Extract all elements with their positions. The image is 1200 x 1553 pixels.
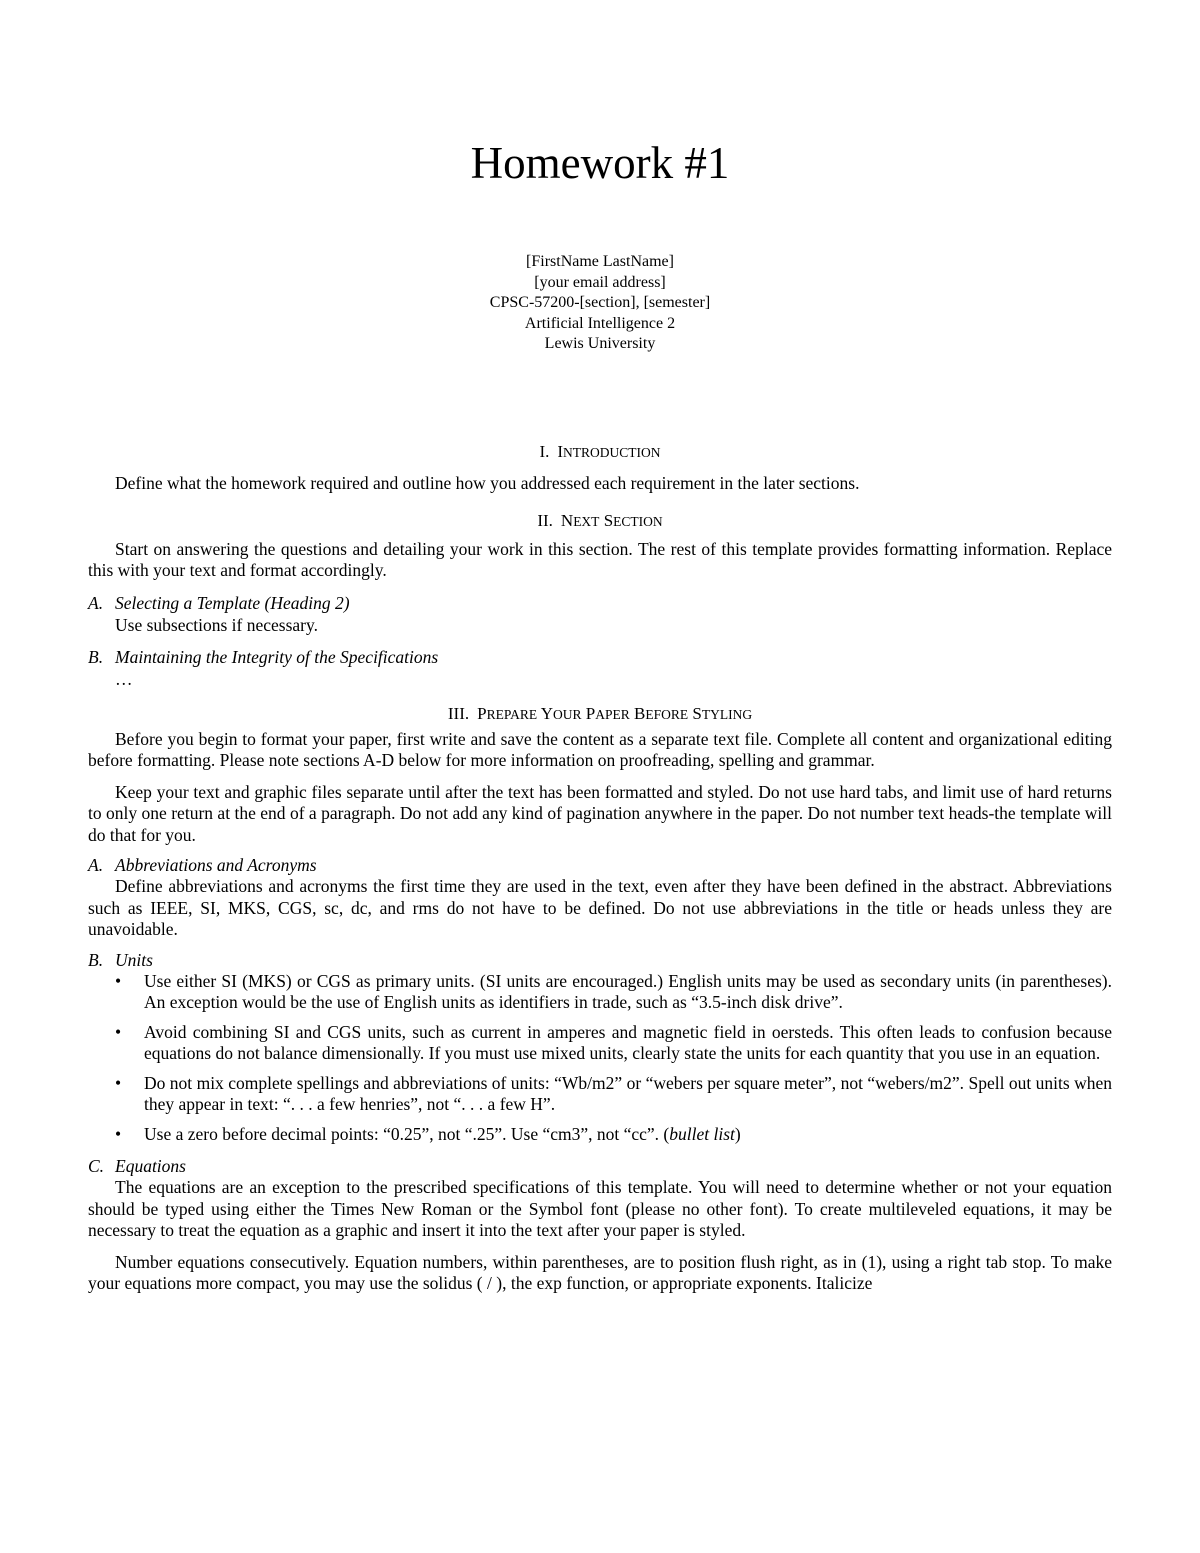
bullet-icon: • xyxy=(115,970,122,991)
course-code: CPSC-57200-[section], [semester] xyxy=(489,294,711,311)
bullet-icon: • xyxy=(115,1072,122,1093)
author-email: [your email address] xyxy=(534,273,666,291)
author-block xyxy=(0,252,1200,355)
bullet-icon: • xyxy=(115,1021,122,1042)
list-item: • Avoid combining SI and CGS units, such as current in amperes and magnetic field in oersteds. This often leads to confusion because equations do not balance dimensionally. If you must use mixed units, clearly state the units for each quantity that you use in an equation. xyxy=(115,1021,1112,1063)
document-title: Homework #1 xyxy=(470,138,730,188)
paragraph: The equations are an exception to the prescribed specifications of this template. You will need to determine whether or not your equation should be typed using either the Times New Roman or the Symbol font (please no other font). To create multileveled equations, it may be necessary to treat the equation as a graphic and insert it into the text after your paper is styled. xyxy=(88,1177,1112,1240)
paragraph: Define what the homework required and outline how you addressed each requirement in the later sections. xyxy=(115,473,860,493)
subsection-heading-selecting-template: A. Selecting a Template (Heading 2) xyxy=(88,592,350,613)
university: Lewis University xyxy=(544,335,656,352)
author-name: [FirstName LastName] xyxy=(526,253,674,270)
bullet-icon: • xyxy=(115,1123,122,1144)
subsection-heading-integrity: B. Maintaining the Integrity of the Specifications xyxy=(88,646,439,667)
list-item: • Do not mix complete spellings and abbreviations of units: “Wb/m2” or “webers per square meter”, not “webers/m2”. Spell out units when they appear in text: “. . . a few henries”, not “. . . a few H”. xyxy=(115,1072,1112,1114)
units-bullet-list xyxy=(88,971,1112,1146)
subsection-heading-abbreviations: A. Abbreviations and Acronyms xyxy=(88,855,317,875)
paragraph: Define abbreviations and acronyms the first time they are used in the text, even after they have been defined in the abstract. Abbreviations such as IEEE, SI, MKS, CGS, sc, dc, and rms do not have to be defined. Do not use abbreviations in the title or heads unless they are unavoidable. xyxy=(88,876,1112,939)
section-heading-introduction: I. INTRODUCTION xyxy=(539,442,661,461)
paragraph: Use subsections if necessary. xyxy=(115,614,318,635)
section-heading-next-section: II. NEXT SECTION xyxy=(537,510,663,530)
list-item: • Use either SI (MKS) or CGS as primary units. (SI units are encouraged.) English units may be used as secondary units (in parentheses). An exception would be the use of English units as identifiers in trade, such as “3.5-inch disk drive”. xyxy=(115,970,1112,1012)
paragraph: Start on answering the questions and detailing your work in this section. The rest of this template provides formatting information. Replace this with your text and format accordingly. xyxy=(88,538,1112,580)
list-item: • Use a zero before decimal points: “0.25”, not “.25”. Use “cm3”, not “cc”. (bullet list) xyxy=(115,1123,741,1144)
paragraph: Before you begin to format your paper, first write and save the content as a separate text file. Complete all content and organizational editing before formatting. Please note sections A-D below for more information on proofreading, spelling and grammar. xyxy=(88,728,1112,770)
document-body xyxy=(88,440,1112,1295)
course-name: Artificial Intelligence 2 xyxy=(524,314,676,332)
section-heading-prepare-paper: III. PREPARE YOUR PAPER BEFORE STYLING xyxy=(447,703,753,723)
paragraph: Number equations consecutively. Equation numbers, within parentheses, are to position flush right, as in (1), using a right tab stop. To make your equations more compact, you may use the solidus ( / ), the exp function, or appropriate exponents. Italicize xyxy=(88,1251,1112,1293)
subsection-heading-equations: C. Equations xyxy=(88,1156,186,1176)
paragraph: … xyxy=(115,668,133,689)
paragraph: Keep your text and graphic files separate until after the text has been formatted and styled. Do not use hard tabs, and limit use of hard returns to only one return at the end of a paragraph. Do not add any kind of pagination anywhere in the paper. Do not number text heads-the template will do that for you. xyxy=(88,781,1112,845)
subsection-heading-units: B. Units xyxy=(88,949,153,970)
